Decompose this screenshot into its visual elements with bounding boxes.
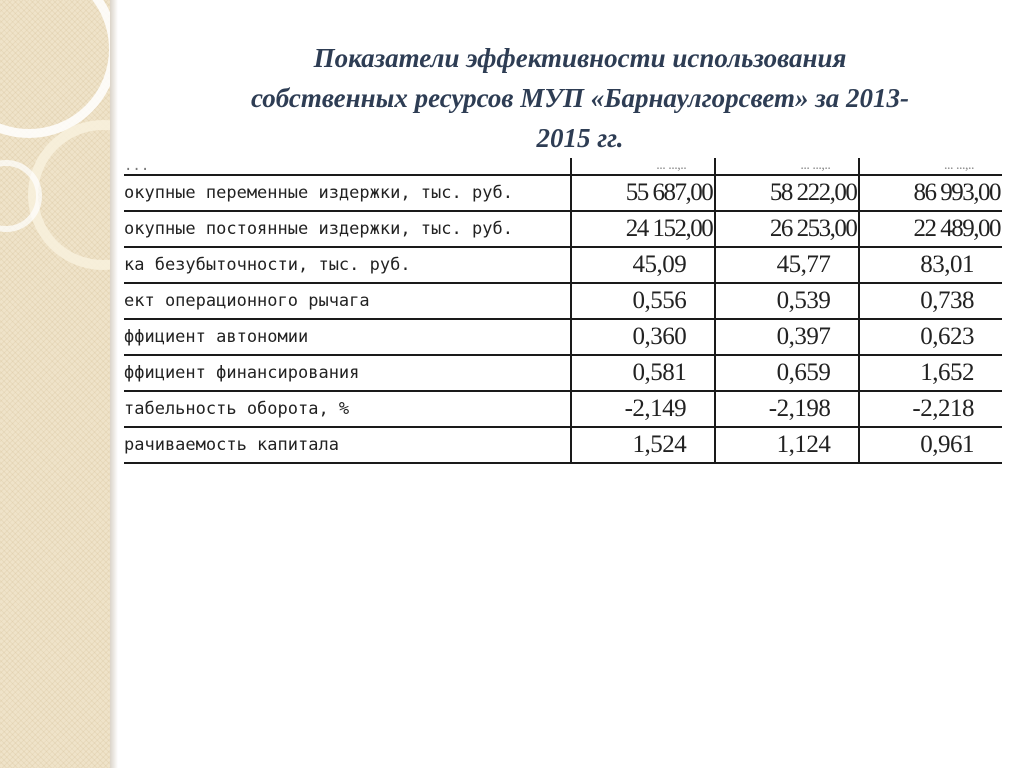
row-label: окупные переменные издержки, тыс. руб.: [124, 175, 571, 211]
side-panel-shadow: [110, 0, 118, 768]
indicators-table: [124, 158, 1002, 464]
table-row: [124, 247, 1002, 283]
row-label: ка безубыточности, тыс. руб.: [124, 247, 571, 283]
cell-2015: 1,652: [859, 355, 1002, 391]
row-label: окупные постоянные издержки, тыс. руб.: [124, 211, 571, 247]
cell-2014: -2,198: [715, 391, 859, 427]
cell-2014: 1,124: [715, 427, 859, 463]
title-line: 2015 гг.: [536, 123, 624, 153]
cell-2013: 0,556: [571, 283, 715, 319]
table-row: [124, 391, 1002, 427]
table-row: [124, 427, 1002, 463]
cell-2015: 86 993,00: [859, 175, 1002, 211]
row-label: табельность оборота, %: [124, 391, 571, 427]
cell-2013: 1,524: [571, 427, 715, 463]
row-label: ...: [124, 158, 571, 175]
cell-2014: 0,539: [715, 283, 859, 319]
table-row: [124, 211, 1002, 247]
cell-2015: 0,738: [859, 283, 1002, 319]
cell-2013: 24 152,00: [571, 211, 715, 247]
title-line: Показатели эффективности использования: [313, 43, 847, 73]
cell-2014: 45,77: [715, 247, 859, 283]
indicators-table-image: [124, 158, 1002, 464]
cell-2015: 0,961: [859, 427, 1002, 463]
title-line: собственных ресурсов МУП «Барнаулгорсвет» за 2013-: [250, 83, 910, 113]
row-label: ффициент автономии: [124, 319, 571, 355]
table-row: [124, 355, 1002, 391]
cell-2015: -2,218: [859, 391, 1002, 427]
row-label: ффициент финансирования: [124, 355, 571, 391]
table-row: [124, 319, 1002, 355]
cell-2015: 0,623: [859, 319, 1002, 355]
cell-2014: 58 222,00: [715, 175, 859, 211]
table-row: [124, 283, 1002, 319]
row-label: рачиваемость капитала: [124, 427, 571, 463]
cell-2013: 55 687,00: [571, 175, 715, 211]
cell-2013: 0,360: [571, 319, 715, 355]
cell-2014: 0,659: [715, 355, 859, 391]
cell-2014: 0,397: [715, 319, 859, 355]
cell-2015: 83,01: [859, 247, 1002, 283]
cell-2014: 26 253,00: [715, 211, 859, 247]
table-row: [124, 175, 1002, 211]
slide-title: [150, 38, 1010, 158]
cell-2013: 45,09: [571, 247, 715, 283]
cell-2013: 0,581: [571, 355, 715, 391]
cell-2015: 22 489,00: [859, 211, 1002, 247]
cell-2013: -2,149: [571, 391, 715, 427]
row-label: ект операционного рычага: [124, 283, 571, 319]
cell-2013: ... ...,..: [571, 158, 715, 175]
cell-2015: ... ...,..: [859, 158, 1002, 175]
cell-2014: ... ...,..: [715, 158, 859, 175]
table-row-partial: [124, 158, 1002, 175]
decorative-side-panel: [0, 0, 110, 768]
decorative-ring: [0, 0, 110, 138]
